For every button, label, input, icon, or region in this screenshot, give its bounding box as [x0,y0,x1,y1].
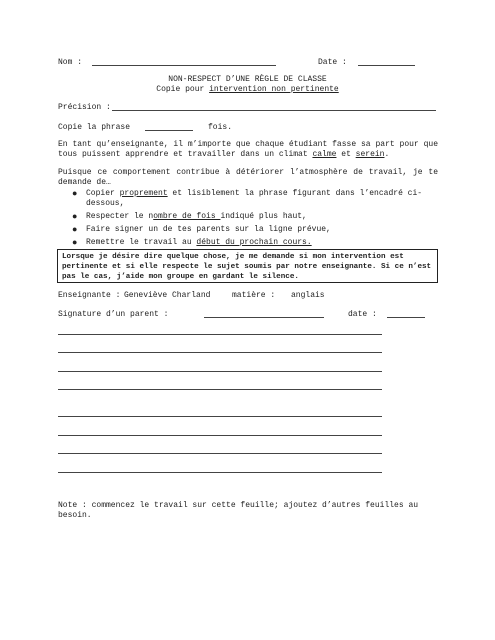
bullet-text: et lisiblement la phrase figurant dans l’encadré ci-dessous, [86,189,423,208]
request-paragraph: Puisque ce comportement contribue à détériorer l’atmosphère de travail, je te demande de… [58,168,438,187]
subtitle-underlined: intervention non pertinente [209,85,339,94]
bullet-text: Faire signer un de tes parents sur la ligne prévue, [86,225,331,234]
instruction-list [72,189,442,251]
writing-line[interactable] [58,472,382,473]
signature-date-label: date : [348,310,377,319]
copie-count-field[interactable] [145,130,193,131]
copie-suffix: fois. [208,123,233,132]
precision-field[interactable] [112,110,436,111]
bullet-text: Copier [86,189,120,198]
footer-note: Note : commencez le travail sur cette feuille; ajoutez d’autres feuilles au besoin. [58,501,419,520]
nom-label: Nom : [58,58,83,67]
bullet-icon: ● [72,189,78,199]
writing-line[interactable] [58,334,382,335]
bullet-icon: ● [72,238,78,248]
list-item [72,238,442,248]
subtitle-prefix: Copie pour [156,85,210,94]
nom-field[interactable] [92,65,276,66]
subject-value: anglais [291,291,325,300]
intro-text-c: . [384,150,390,159]
list-item [72,212,442,222]
form-title: NON-RESPECT D’UNE RÈGLE DE CLASSE [168,75,327,84]
form-subtitle [0,85,495,95]
date-label: Date : [318,58,347,67]
bullet-underlined: ombre de fois [153,212,221,221]
writing-line[interactable] [58,453,382,454]
signature-label: Signature d’un parent : [58,310,169,319]
intro-text-b: et [336,150,356,159]
bullet-text: Remettre le travail au [86,238,197,247]
writing-line[interactable] [58,416,382,417]
copie-label: Copie la phrase [58,123,131,132]
bullet-text: Respecter le n [86,212,154,221]
writing-line[interactable] [58,352,382,353]
teacher-name: Geneviève Charland [124,291,211,300]
bullet-icon: ● [72,225,78,235]
subject-label: matière : [232,291,276,300]
teacher-label: Enseignante : [58,291,121,300]
bullet-underlined: début du prochain cours. [196,238,312,247]
intro-calme: calme [312,150,337,159]
intro-paragraph [58,140,438,160]
writing-line[interactable] [58,389,382,390]
list-item [72,225,442,235]
writing-line[interactable] [58,371,382,372]
writing-line[interactable] [58,435,382,436]
bullet-underlined: proprement [119,189,168,198]
signature-field[interactable] [204,317,324,318]
intro-serein: serein [355,150,385,159]
date-field[interactable] [358,65,415,66]
intro-text-a: En tant qu’enseignante, il m’importe que chaque étudiant fasse sa part pour que tous puissent apprendre et travailler dans un climat [58,140,438,159]
sentence-to-copy-box: Lorsque je désire dire quelque chose, je me demande si mon intervention est pertinente et si elle respecte le sujet soumis par notre enseignante. Si ce n’est pas le cas, j’aide mon groupe en gardant le silence. [57,249,438,283]
signature-date-field[interactable] [387,317,425,318]
precision-label: Précision : [58,103,111,112]
bullet-text: indiqué plus haut, [220,212,307,221]
list-item [72,189,442,209]
bullet-icon: ● [72,212,78,222]
